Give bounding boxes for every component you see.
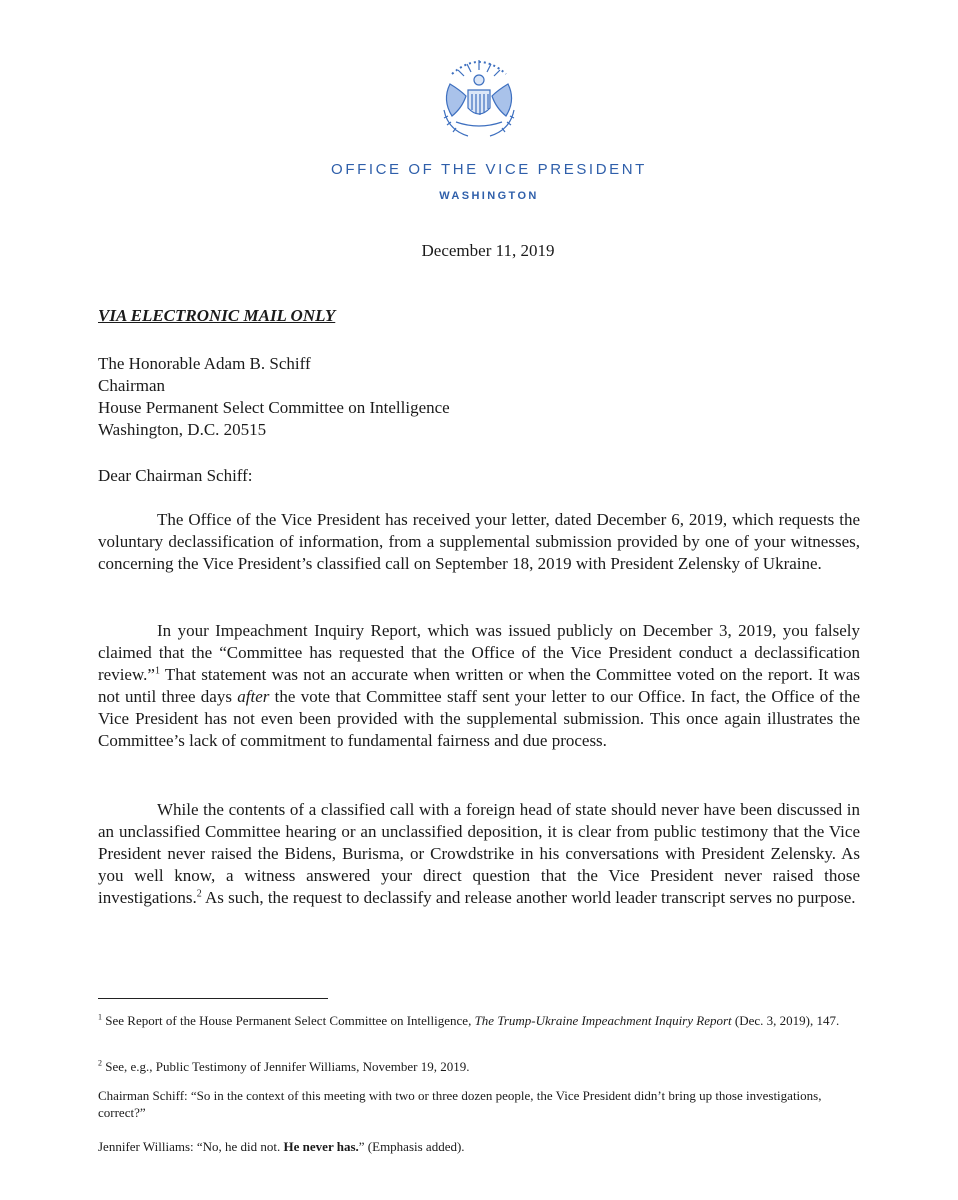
- paragraph-3-part-a: While the contents of a classified call with a foreign head of state should never have been discussed in an unclassified Committee hearing or an unclassified deposition, it is clear from public testimony that the Vice President never raised the Bidens, Burisma, or Crowdstrike in his conversations with President Zelensky. As you well know, a witness answered your direct question that the Vice President never raised those investigations.: [98, 800, 860, 907]
- vice-president-seal-icon: [434, 50, 524, 142]
- footnote-ref-2: 2: [196, 888, 202, 900]
- paragraph-2-part-a: In your Impeachment Inquiry Report, which was issued publicly on December 3, 2019, you falsely claimed that the “Committee has requested that the Office of the Vice President conduct a declassification review.”: [98, 621, 860, 684]
- body-paragraph-3: [98, 799, 860, 909]
- quote-williams-part-b: ” (Emphasis added).: [358, 1139, 465, 1154]
- quote-williams-part-a: Jennifer Williams: “No, he did not.: [98, 1139, 284, 1154]
- letterhead-subtitle: WASHINGTON: [439, 190, 539, 202]
- body-paragraph-1: The Office of the Vice President has received your letter, dated December 6, 2019, which requests the voluntary declassification of information, from a supplemental submission provided by one of your witnesses, concerning the Vice President’s classified call on September 18, 2019 with President Zelensky of Ukraine.: [98, 510, 860, 573]
- footnote-1-tail: (Dec. 3, 2019), 147.: [731, 1013, 840, 1028]
- footnote-1-number: 1: [98, 1012, 102, 1022]
- letterhead-title: OFFICE OF THE VICE PRESIDENT: [331, 161, 647, 178]
- footnote-1: [98, 1012, 858, 1029]
- footnote-quote-williams: [98, 1138, 858, 1155]
- recipient-city: Washington, D.C. 20515: [98, 420, 267, 439]
- footnote-1-report-title: The Trump-Ukraine Impeachment Inquiry Report: [474, 1013, 732, 1028]
- salutation: Dear Chairman Schiff:: [98, 466, 253, 485]
- letter-date: December 11, 2019: [421, 241, 555, 260]
- paragraph-2-part-b: That statement was not an accurate when written or when the Committee voted on the report. It was not until three days: [98, 665, 860, 706]
- recipient-address: [98, 353, 450, 441]
- paragraph-3-part-b: As such, the request to declassify and release another world leader transcript serves no purpose.: [201, 888, 856, 907]
- delivery-method: VIA ELECTRONIC MAIL ONLY: [98, 306, 336, 325]
- paragraph-2-part-c: the vote that Committee staff sent your letter to our Office. In fact, the Office of the Vice President has not even been provided with the supplemental submission. This once again illustrates the Committee’s lack of commitment to fundamental fairness and due process.: [98, 687, 860, 750]
- footnote-divider: [98, 998, 328, 999]
- footnote-quote-schiff: Chairman Schiff: “So in the context of this meeting with two or three dozen people, the Vice President didn’t bring up those investigations, correct?”: [98, 1088, 822, 1120]
- recipient-title: Chairman: [98, 376, 166, 395]
- footnote-2: [98, 1058, 858, 1075]
- body-paragraph-2: [98, 620, 860, 752]
- footnote-1-text: See Report of the House Permanent Select Committee on Intelligence,: [102, 1013, 475, 1028]
- quote-williams-bold: He never has.: [283, 1139, 359, 1154]
- footnote-2-text: See, e.g., Public Testimony of Jennifer Williams, November 19, 2019.: [102, 1059, 470, 1074]
- footnote-ref-1: 1: [154, 665, 160, 677]
- recipient-name: The Honorable Adam B. Schiff: [98, 354, 311, 373]
- recipient-committee: House Permanent Select Committee on Intelligence: [98, 398, 450, 417]
- footnote-2-number: 2: [98, 1058, 102, 1068]
- paragraph-2-emphasis: after: [237, 687, 270, 706]
